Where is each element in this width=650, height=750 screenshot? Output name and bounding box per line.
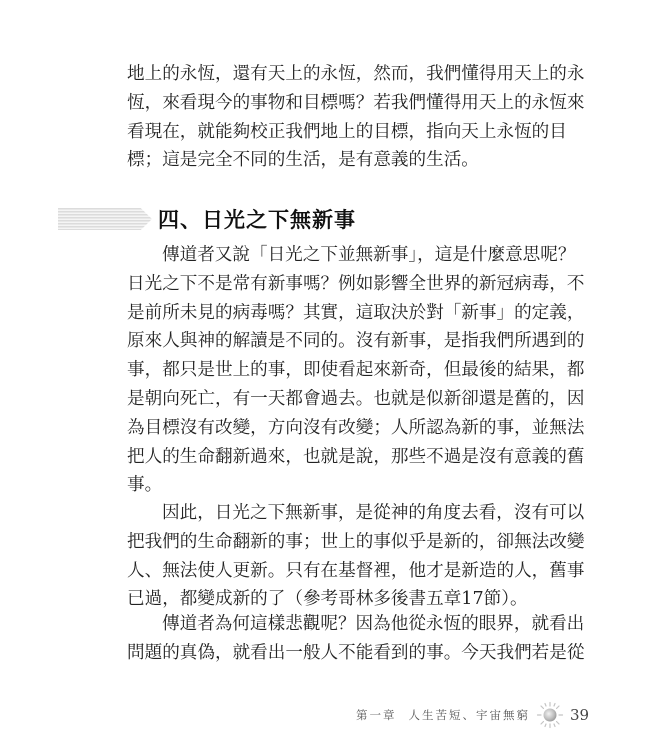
paragraph-new-things-definition xyxy=(127,241,585,500)
text-line: 看現在，就能夠校正我們地上的目標，指向天上永恆的目 xyxy=(127,121,567,142)
text-line: 已過，都變成新的了（參考哥林多後書五章17節）。 xyxy=(127,589,528,610)
text-line: 是前所未見的病毒嗎？其實，這取決於對「新事」的定義， xyxy=(127,302,585,323)
text-line: 傳道者為何這樣悲觀呢？因為他從永恆的眼界，就看出 xyxy=(162,614,585,634)
paragraph-continuation xyxy=(127,60,585,175)
page-number: 39 xyxy=(570,706,590,724)
text-line: 恆，來看現今的事物和目標嗎？若我們懂得用天上的永恆來 xyxy=(127,92,585,113)
text-line: 為目標沒有改變，方向沒有改變；人所認為新的事，並無法 xyxy=(127,417,585,438)
heading-decoration-stripes-icon xyxy=(58,208,152,230)
text-line: 問題的真偽，就看出一般人不能看到的事。今天我們若是從 xyxy=(127,642,585,663)
text-line: 把人的生命翻新過來，也就是說，那些不過是沒有意義的舊 xyxy=(127,446,585,467)
text-line: 人、無法使人更新。只有在基督裡，他才是新造的人，舊事 xyxy=(127,560,585,581)
text-line: 是朝向死亡，有一天都會過去。也就是似新卻還是舊的，因 xyxy=(127,388,585,409)
text-line: 因此，日光之下無新事，是從神的角度去看，沒有可以 xyxy=(162,503,585,523)
page-footer xyxy=(356,700,589,730)
paragraph-renewal-in-christ xyxy=(127,499,585,614)
text-line: 地上的永恆，還有天上的永恆，然而，我們懂得用天上的永 xyxy=(127,64,585,84)
text-line: 傳道者又說「日光之下並無新事」，這是什麼意思呢？ xyxy=(162,245,576,265)
section-heading-title: 四、日光之下無新事 xyxy=(158,207,356,232)
sun-icon xyxy=(536,701,564,729)
footer-chapter-title: 人生苦短、宇宙無窮 xyxy=(408,708,530,722)
text-line: 事，都只是世上的事，即使看起來新奇，但最後的結果，都 xyxy=(127,360,585,381)
footer-chapter-label: 第一章 xyxy=(356,708,397,722)
text-line: 標；這是完全不同的生活，是有意義的生活。 xyxy=(127,150,479,171)
section-heading xyxy=(58,203,356,235)
text-line: 把我們的生命翻新的事；世上的事似乎是新的，卻無法改變 xyxy=(127,531,585,552)
text-line: 事。 xyxy=(127,475,163,496)
text-line: 日光之下不是常有新事嗎？例如影響全世界的新冠病毒，不 xyxy=(127,273,585,294)
paragraph-eternal-perspective xyxy=(127,610,585,668)
text-line: 原來人與神的解讀是不同的。沒有新事，是指我們所遇到的 xyxy=(127,331,585,352)
